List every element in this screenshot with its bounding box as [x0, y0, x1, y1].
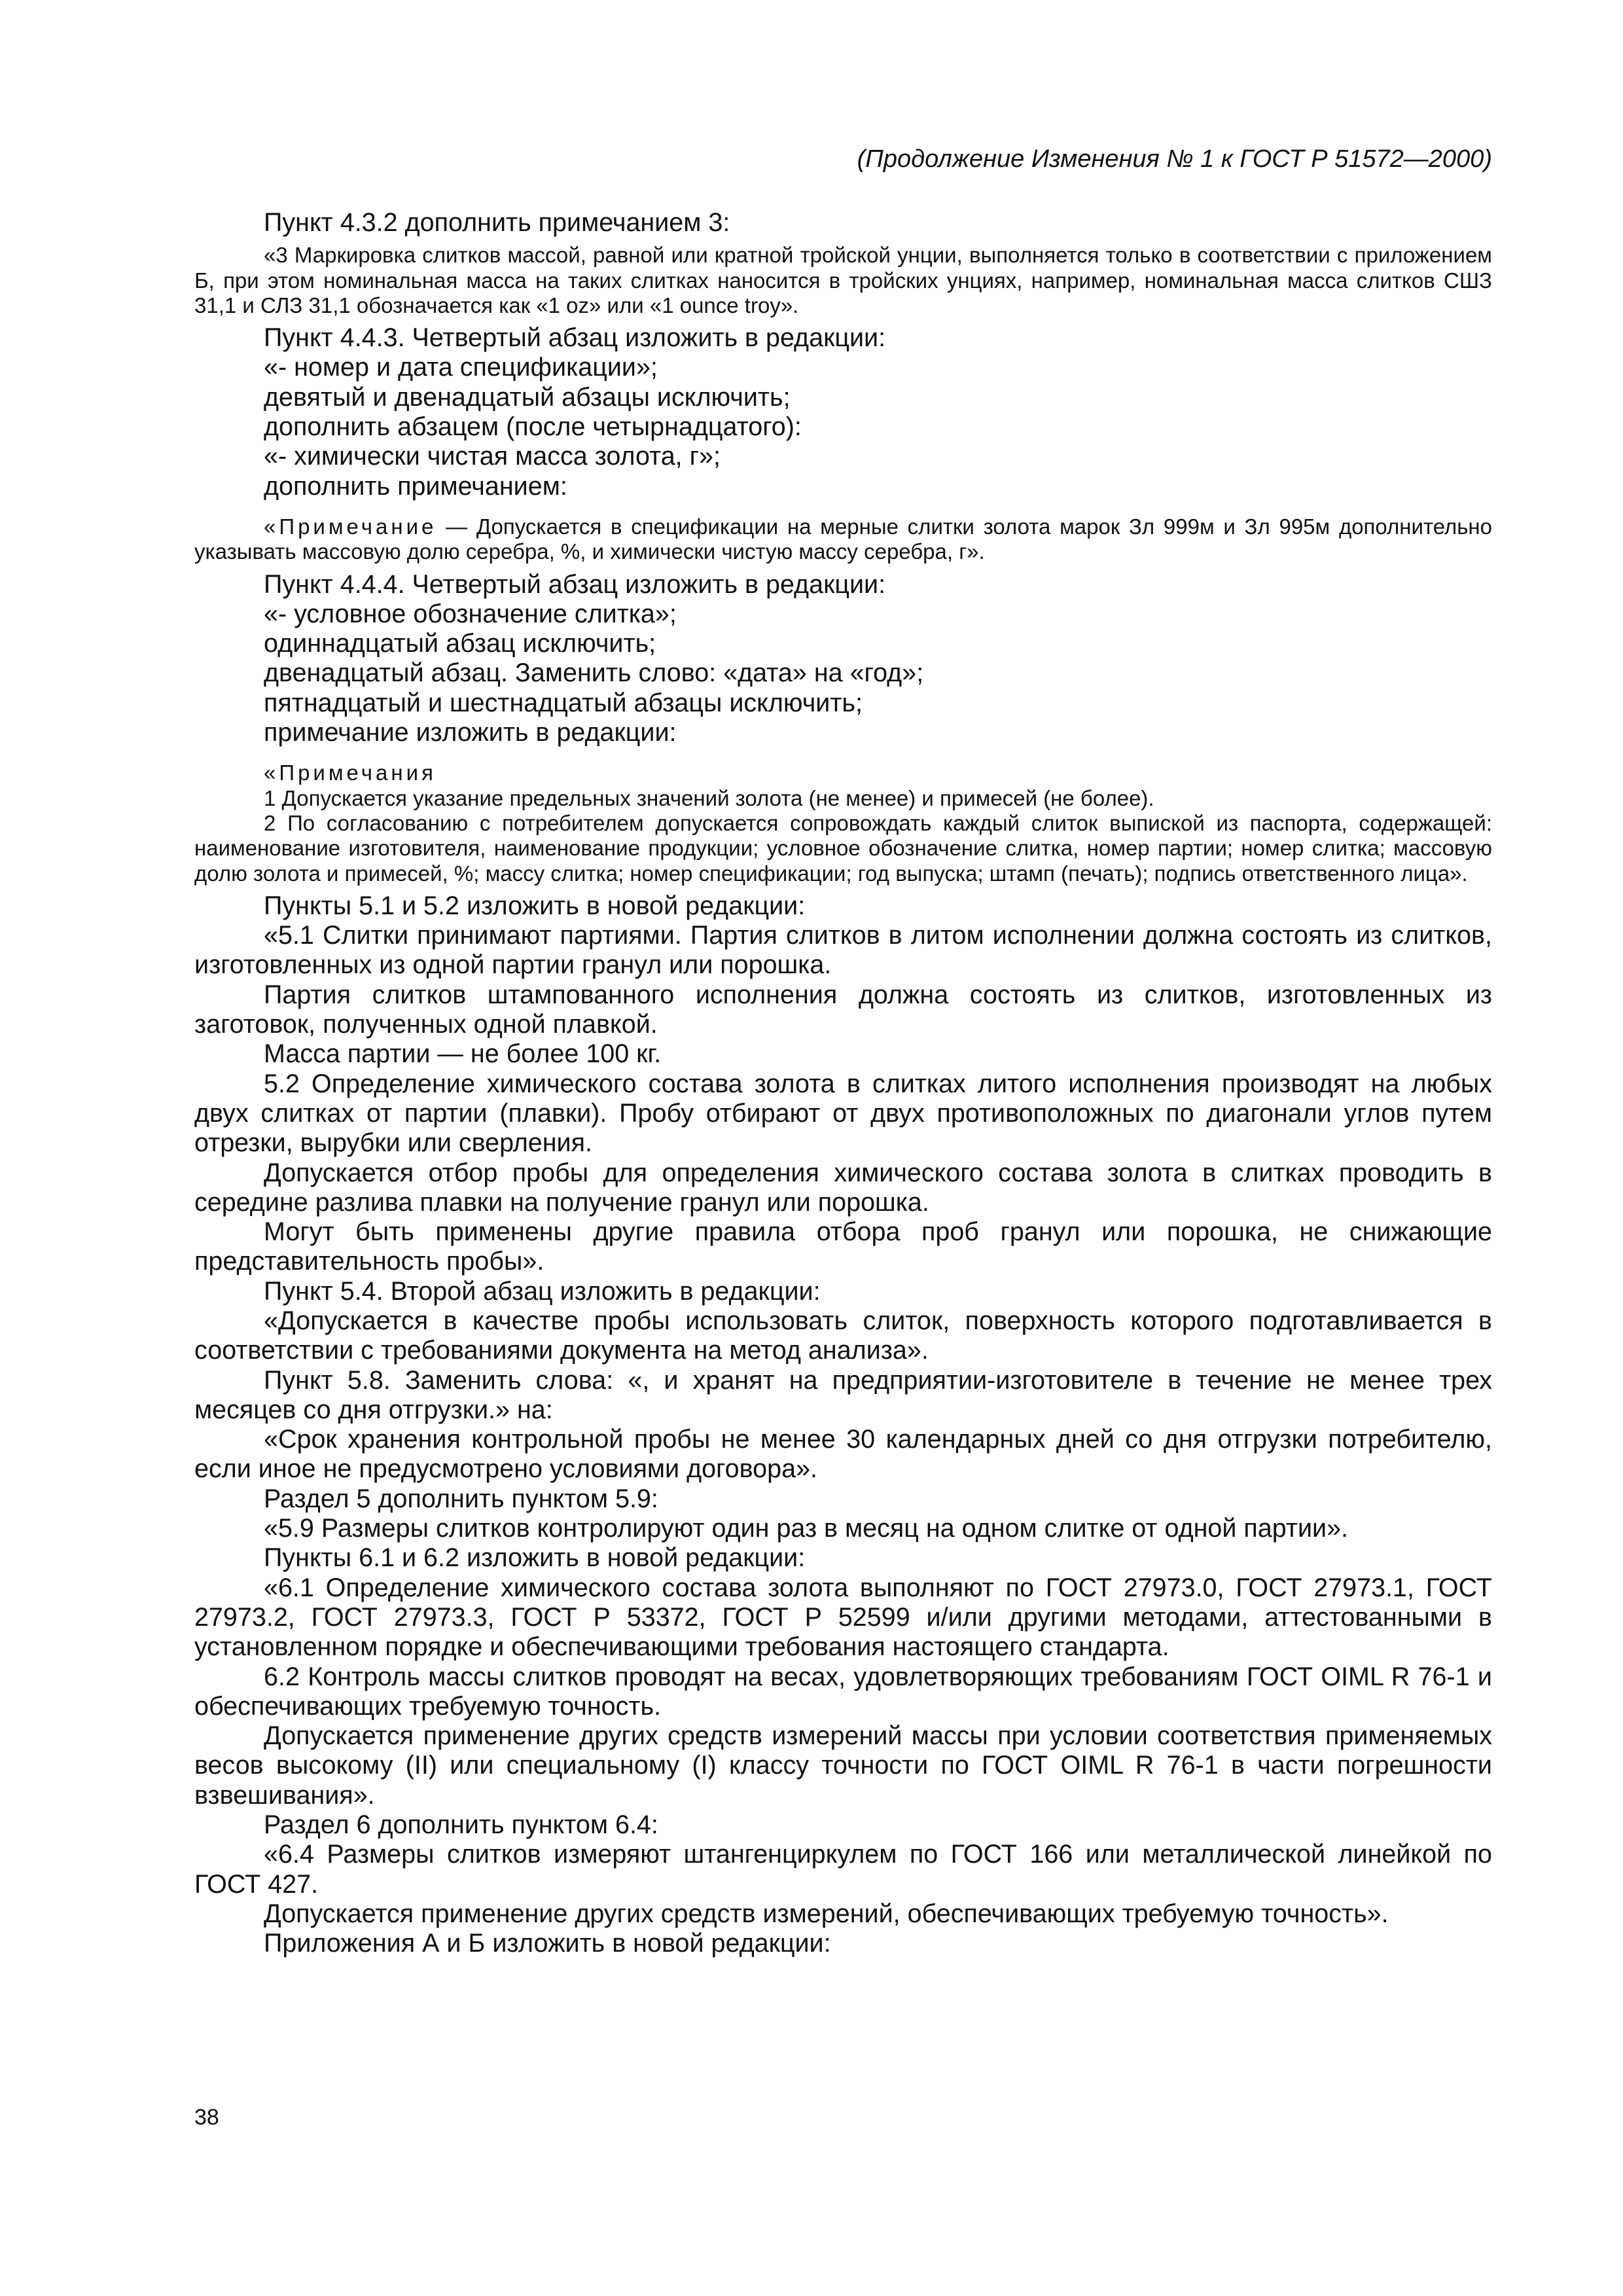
paragraph: девятый и двенадцатый абзацы исключить; — [264, 382, 791, 412]
paragraph: Пункты 5.1 и 5.2 изложить в новой редакции: — [264, 891, 806, 920]
running-header: (Продолжение Изменения № 1 к ГОСТ Р 51572—2000) — [857, 145, 1492, 173]
paragraph: пятнадцатый и шестнадцатый абзацы исключить; — [264, 688, 863, 717]
note-text: — Допускается в спецификации на мерные слитки золота марок Зл 999м и Зл 995м дополнительно указывать массовую долю серебра, %, и химически чистую массу серебра, г». — [194, 514, 1492, 564]
paragraph: Партия слитков штампованного исполнения должна состоять из слитков, изготовленных из заготовок, полученных одной плавкой. — [194, 980, 1492, 1039]
paragraph: Пункт 5.8. Заменить слова: «, и хранят на предприятии-изготовителе в течение не менее трех месяцев со дня отгрузки.» на: — [194, 1365, 1492, 1424]
paragraph: Масса партии — не более 100 кг. — [264, 1039, 662, 1069]
document-body — [194, 208, 1492, 1959]
note-item: 2 По согласованию с потребителем допускается сопровождать каждый слиток выпиской из паспорта, содержащей: наименование изготовителя, наименование продукции; условное обозначение слитка, номер партии; номер слитка; массовую долю золота и примесей, %; массу слитка; номер спецификации; год выпуска; штамп (печать); подпись ответственного лица». — [194, 810, 1492, 886]
paragraph: «Допускается в качестве пробы использовать слиток, поверхность которого подготавливается в соответствии с требованиями документа на метод анализа». — [194, 1306, 1492, 1365]
paragraph: Могут быть применены другие правила отбора проб гранул или порошка, не снижающие представительность пробы». — [194, 1217, 1492, 1276]
paragraph: «5.1 Слитки принимают партиями. Партия слитков в литом исполнении должна состоять из слитков, изготовленных из одной партии гранул или порошка. — [194, 921, 1492, 980]
paragraph: «Срок хранения контрольной пробы не менее 30 календарных дней со дня отгрузки потребителю, если иное не предусмотрено условиями договора». — [194, 1425, 1492, 1484]
paragraph: Раздел 5 дополнить пунктом 5.9: — [264, 1484, 658, 1513]
paragraph: двенадцатый абзац. Заменить слово: «дата» на «год»; — [264, 658, 924, 688]
paragraph: Допускается отбор пробы для определения химического состава золота в слитках проводить в середине разлива плавки на получение гранул или порошка. — [194, 1158, 1492, 1217]
paragraph: дополнить абзацем (после четырнадцатого): — [264, 412, 802, 442]
paragraph: «6.4 Размеры слитков измеряют штангенциркулем по ГОСТ 166 или металлической линейкой по ГОСТ 427. — [194, 1840, 1492, 1899]
page-number: 38 — [194, 2105, 219, 2130]
paragraph: «6.1 Определение химического состава золота выполняют по ГОСТ 27973.0, ГОСТ 27973.1, ГОСТ 27973.2, ГОСТ 27973.3, ГОСТ Р 53372, ГОСТ Р 52599 и/или другими методами, аттестованными в установленном порядке и обеспечивающими требования настоящего стандарта. — [194, 1573, 1492, 1662]
note-item: 1 Допускается указание предельных значений золота (не менее) и примесей (не более). — [264, 785, 1154, 810]
paragraph: «- химически чистая масса золота, г»; — [264, 442, 721, 471]
small-paragraph: «3 Маркировка слитков массой, равной или кратной тройской унции, выполняется только в соответствии с приложением Б, при этом номинальная масса на таких слитках наносится в тройских унциях, например, номинальная масса слитков СШЗ 31,1 и СЛЗ 31,1 обозначается как «1 oz» или «1 ounce troy». — [194, 243, 1492, 317]
paragraph: примечание изложить в редакции: — [264, 718, 677, 747]
paragraph: дополнить примечанием: — [264, 471, 567, 501]
paragraph: «- номер и дата спецификации»; — [264, 353, 658, 382]
paragraph: одиннадцатый абзац исключить; — [264, 629, 656, 658]
paragraph: Допускается применение других средств измерений массы при условии соответствия применяемых весов высокому (II) или специальному (I) классу точности по ГОСТ OIML R 76-1 в части погрешности взвешивания». — [194, 1721, 1492, 1810]
paragraph: 6.2 Контроль массы слитков проводят на весах, удовлетворяющих требованиям ГОСТ OIML R 76-1 и обеспечивающих требуемую точность. — [194, 1662, 1492, 1721]
paragraph: Пункт 5.4. Второй абзац изложить в редакции: — [264, 1276, 821, 1306]
paragraph: Приложения А и Б изложить в новой редакции: — [264, 1929, 831, 1958]
paragraph: Пункт 4.4.4. Четвертый абзац изложить в редакции: — [264, 569, 886, 599]
note-label: «Примечание — [264, 514, 437, 539]
paragraph: «5.9 Размеры слитков контролируют один раз в месяц на одном слитке от одной партии». — [264, 1514, 1349, 1543]
paragraph: 5.2 Определение химического состава золота в слитках литого исполнения производят на любых двух слитках от партии (плавки). Пробу отбирают от двух противоположных по диагонали углов путем отрезки, вырубки или сверления. — [194, 1069, 1492, 1158]
paragraph: Пункты 6.1 и 6.2 изложить в новой редакции: — [264, 1543, 806, 1573]
paragraph: Раздел 6 дополнить пунктом 6.4: — [264, 1810, 658, 1840]
paragraph: «- условное обозначение слитка»; — [264, 599, 677, 628]
notes-heading: «Примечания — [264, 761, 437, 785]
paragraph: Пункт 4.4.3. Четвертый абзац изложить в редакции: — [264, 323, 886, 353]
paragraph: Допускается применение других средств измерений, обеспечивающих требуемую точность». — [264, 1899, 1389, 1928]
paragraph: Пункт 4.3.2 дополнить примечанием 3: — [264, 208, 730, 237]
note-paragraph — [194, 514, 1492, 565]
